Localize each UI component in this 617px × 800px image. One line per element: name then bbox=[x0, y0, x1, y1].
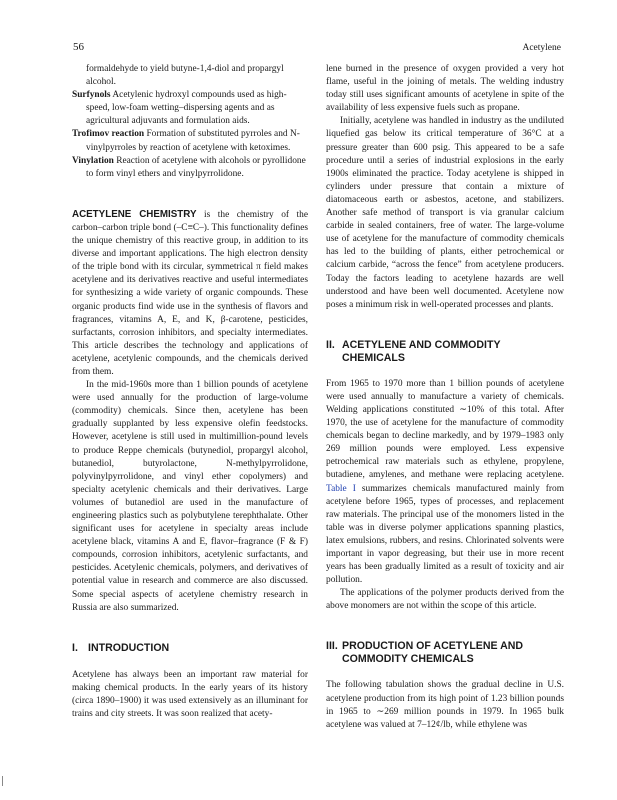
definition-term: Vinylation bbox=[72, 155, 114, 166]
intro-text: is the chemistry of the carbon–carbon triple bond (–C≡C–). This functionality defines the unique chemistry of this reactive group, in addition to its diverse and important applications. The high electron density of the triple bond with its circular, symmetrical π field makes acetylene and its derivatives reactive and useful intermediates for synthesizing a wide variety of organic compounds. These organic products find wide use in the synthesis of flavors and fragrances, vitamins A, E, and K, β-carotene, pesticides, surfactants, corrosion inhibitors, and specialty intermediates. This article describes the technology and applications of acetylene, acetylenic compounds, and the chemicals derived from them. bbox=[72, 209, 308, 377]
left-column bbox=[72, 63, 308, 721]
section-title: INTRODUCTION bbox=[88, 641, 170, 654]
section-number: I. bbox=[72, 641, 78, 654]
section-heading-production bbox=[326, 640, 564, 666]
section-title: PRODUCTION OF ACETYLENE AND COMMODITY CHEMICALS bbox=[342, 640, 524, 666]
definition-term: Surfynols bbox=[72, 90, 111, 101]
section-title: ACETYLENE AND COMMODITY CHEMICALS bbox=[342, 338, 501, 364]
definition-text: Acetylenic hydroxyl compounds used as high-speed, low-foam wetting–dispersing agents and as agricultural adjuvants and formulation aids. bbox=[86, 90, 287, 127]
intro-paragraph bbox=[72, 208, 308, 379]
paragraph-introduction: Acetylene has always been an important raw material for making chemical products. In the early years of its history (circa 1890–1900) it was used extensively as an illuminant for trains and city streets. It was soon realized that acety- bbox=[72, 669, 308, 720]
definition-term: Trofimov reaction bbox=[72, 129, 145, 140]
paragraph-text: From 1965 to 1970 more than 1 billion pounds of acetylene were used annually to manufacture a variety of chemicals. Welding applications constituted ∼10% of this total. After 1970, the use of acetylene for the manufacture of commodity chemicals began to decline markedly, and by 1979–1983 only 269 million pounds were employed. Less expensive petrochemical raw materials such as ethylene, propylene, butadiene, amylenes, and methane were replacing acetylene. bbox=[326, 378, 564, 481]
paragraph-production: The following tabulation shows the gradual decline in U.S. acetylene production from its high point of 1.23 billion pounds in 1965 to ∼269 million pounds in 1979. In 1965 bulk acetylene was valued at 7–12¢/lb, while ethylene was bbox=[326, 680, 564, 730]
paragraph-text: summarizes chemicals manufactured mainly from acetylene before 1965, types of processes, and replacement raw materials. The principal use of the monomers listed in the table was in diverse polymer applications spanning plastics, latex emulsions, rubbers, and resins. Chlorinated solvents were important in vapor degreasing, but their use in more recent years has been gradually limited as a result of toxicity and air pollution. bbox=[326, 483, 564, 586]
paragraph-polymer-scope: The applications of the polymer products derived from the above monomers are not within the scope of this article. bbox=[326, 588, 564, 612]
paragraph-commodity bbox=[326, 378, 564, 588]
table-link[interactable]: Table I bbox=[326, 483, 356, 494]
page-number: 56 bbox=[73, 41, 84, 53]
section-number: III. bbox=[326, 640, 338, 653]
section-number: II. bbox=[326, 338, 335, 351]
paragraph-1960s: In the mid-1960s more than 1 billion pounds of acetylene were used annually for the production of large-volume (commodity) chemicals. Since then, acetylene has been gradually supplanted by less expensive olefin feedstocks. However, acetylene is still used in multimillion-pound levels to produce Reppe chemicals (butynediol, propargyl alcohol, butanediol, butyrolactone, N-methylpyrrolidone, polyvinylpyrrolidone, and vinyl ether copolymers) and specialty acetylenic chemicals and their derivatives. Large volumes of butanediol are used in the manufacture of engineering plastics such as polybutylene terephthalate. Other significant uses for acetylene in specialty areas include acetylene black, vitamins A and E, flavor–fragrance (F & F) compounds, corrosion inhibitors, acetylenic surfactants, and pesticides. Acetylenic chemicals, polymers, and derivatives of potential value in research and commerce are also discussed. Some special aspects of acetylene chemistry research in Russia are also summarized. bbox=[72, 380, 308, 613]
definition-text: Formation of substituted pyrroles and N-vinylpyrroles by reaction of acetylene with ketoximes. bbox=[86, 129, 300, 153]
definition-vinylation bbox=[72, 155, 308, 181]
margin-mark bbox=[2, 776, 3, 786]
definition-text: Reaction of acetylene with alcohols or pyrollidone to form vinyl ethers and vinylpyrrolidone. bbox=[86, 155, 306, 179]
intro-lead: ACETYLENE CHEMISTRY bbox=[72, 208, 197, 220]
paragraph-initially: Initially, acetylene was handled in industry as the undiluted liquefied gas below its critical temperature of 36°C at a pressure greater than 600 psig. This appeared to be a safe procedure until a series of industrial explosions in the early 1900s eliminated the practice. Today acetylene is shipped in cylinders under pressure that contain a mixture of diatomaceous earth or asbestos, acetone, and stabilizers. Another safe method of transport is via granular calcium carbide in sealed containers, free of water. The large-volume use of acetylene for the manufacture of commodity chemicals has led to the building of plants, either petrochemical or calcium carbide, “across the fence” from acetylene producers. Today the factors leading to acetylene hazards are well understood and have been well documented. Acetylene now poses a minimum risk in well-operated processes and plants. bbox=[326, 116, 564, 310]
definition-surfynols bbox=[72, 89, 308, 128]
definition-trofimov bbox=[72, 128, 308, 154]
paragraph-continuation: lene burned in the presence of oxygen provided a very hot flame, useful in the joining of metals. The welding industry today still uses significant amounts of acetylene in spite of the availability of less expensive fuels such as propane. bbox=[326, 64, 564, 114]
right-column bbox=[326, 63, 564, 732]
section-heading-introduction bbox=[72, 642, 308, 655]
section-heading-commodity bbox=[326, 339, 564, 365]
definition-continuation: formaldehyde to yield butyne-1,4-diol and propargyl alcohol. bbox=[86, 64, 284, 88]
running-head: Acetylene bbox=[522, 43, 561, 53]
